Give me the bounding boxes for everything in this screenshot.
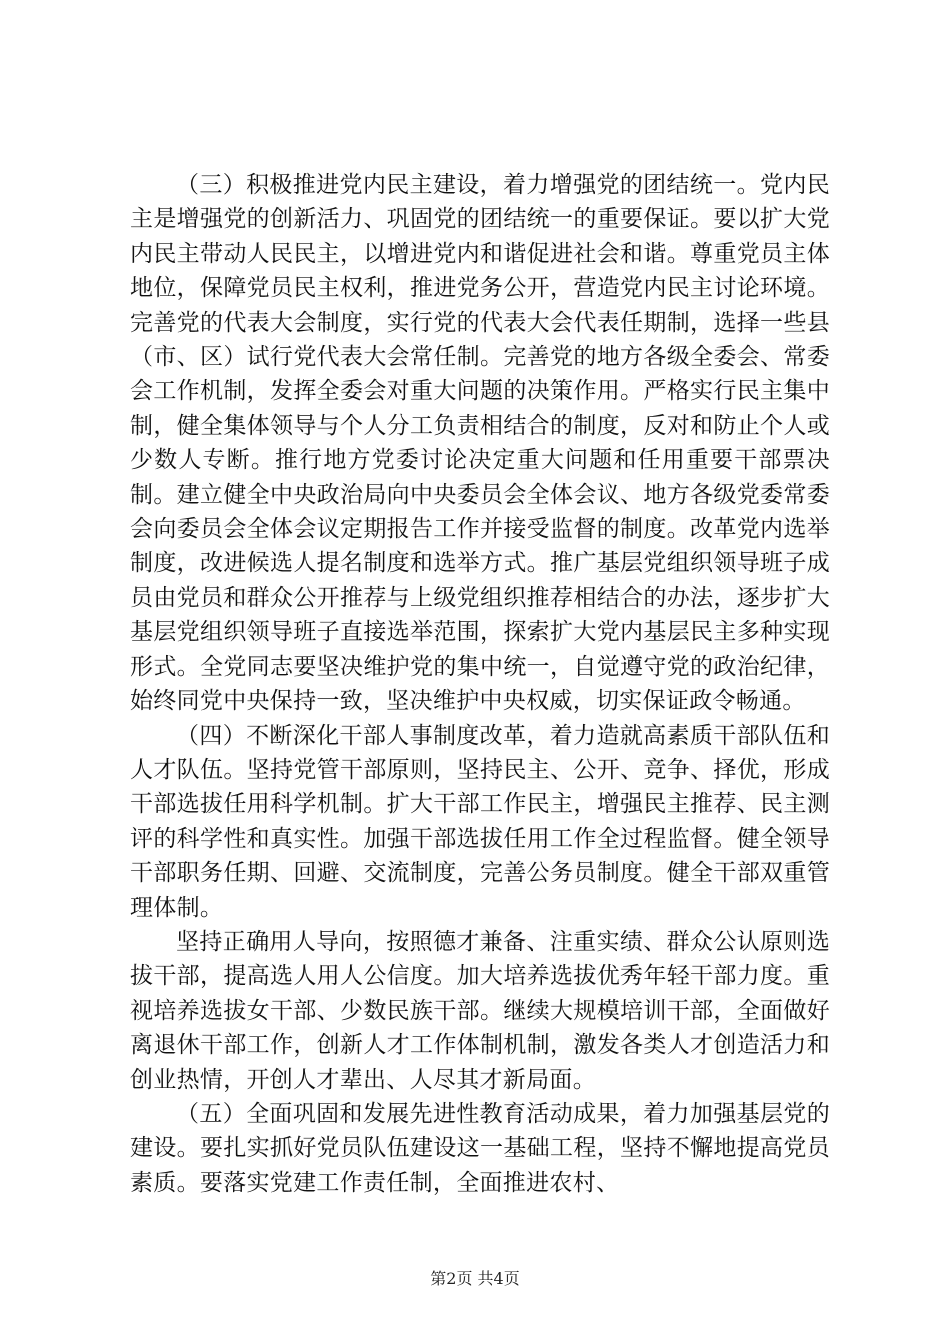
page-footer: 第2页 共4页 [430, 1269, 520, 1288]
paragraph-section-5: （五）全面巩固和发展先进性教育活动成果，着力加强基层党的建设。要扎实抓好党员队伍建设这一基础工程，坚持不懈地提高党员素质。要落实党建工作责任制，全面推进农村、 [130, 1100, 830, 1196]
document-body [130, 168, 830, 1200]
paragraph-cadre-selection: 坚持正确用人导向，按照德才兼备、注重实绩、群众公认原则选拔干部，提高选人用人公信度。加大培养选拔优秀年轻干部力度。重视培养选拔女干部、少数民族干部。继续大规模培训干部，全面做好离退休干部工作，创新人才工作体制机制，激发各类人才创造活力和创业热情，开创人才辈出、人尽其才新局面。 [130, 928, 830, 1093]
paragraph-section-4: （四）不断深化干部人事制度改革，着力造就高素质干部队伍和人才队伍。坚持党管干部原则，坚持民主、公开、竞争、择优，形成干部选拔任用科学机制。扩大干部工作民主，增强民主推荐、民主测评的科学性和真实性。加强干部选拔任用工作全过程监督。健全领导干部职务任期、回避、交流制度，完善公务员制度。健全干部双重管理体制。 [130, 722, 830, 921]
paragraph-section-3: （三）积极推进党内民主建设，着力增强党的团结统一。党内民主是增强党的创新活力、巩固党的团结统一的重要保证。要以扩大党内民主带动人民民主，以增进党内和谐促进社会和谐。尊重党员主体地位，保障党员民主权利，推进党务公开，营造党内民主讨论环境。完善党的代表大会制度，实行党的代表大会代表任期制，选择一些县（市、区）试行党代表大会常任制。完善党的地方各级全委会、常委会工作机制，发挥全委会对重大问题的决策作用。严格实行民主集中制，健全集体领导与个人分工负责相结合的制度，反对和防止个人或少数人专断。推行地方党委讨论决定重大问题和任用重要干部票决制。建立健全中央政治局向中央委员会全体会议、地方各级党委常委会向委员会全体会议定期报告工作并接受监督的制度。改革党内选举制度，改进候选人提名制度和选举方式。推广基层党组织领导班子成员由党员和群众公开推荐与上级党组织推荐相结合的办法，逐步扩大基层党组织领导班子直接选举范围，探索扩大党内基层民主多种实现形式。全党同志要坚决维护党的集中统一，自觉遵守党的政治纪律，始终同党中央保持一致，坚决维护中央权威，切实保证政令畅通。 [130, 172, 830, 715]
